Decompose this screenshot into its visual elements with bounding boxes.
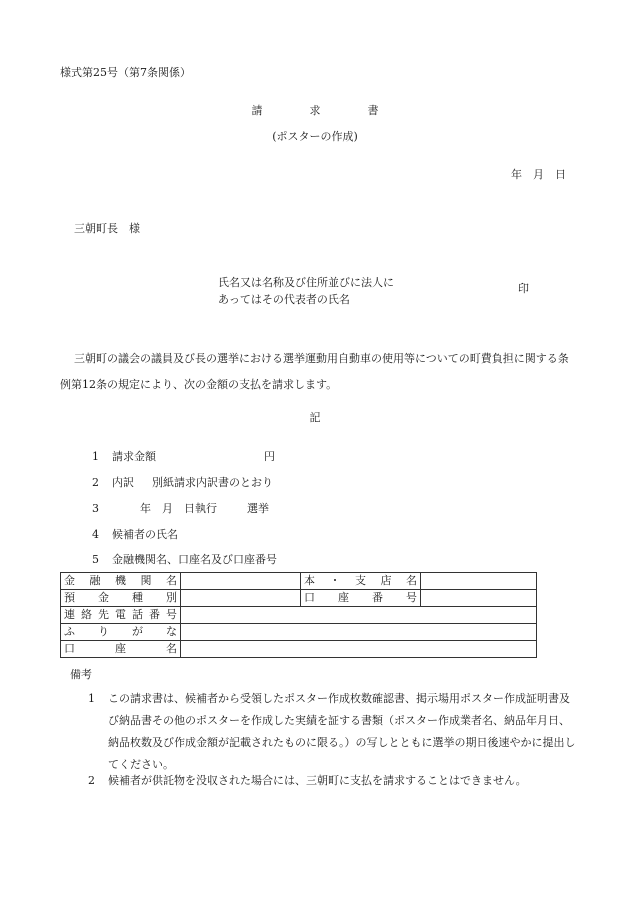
document-title: 請 求 書 xyxy=(251,104,397,117)
applicant-line-1: 氏名又は名称及び住所並びに法人に xyxy=(218,276,394,289)
bank-name-field[interactable] xyxy=(181,573,301,590)
deposit-type-label: 預金種別 xyxy=(61,590,181,607)
account-name-field[interactable] xyxy=(181,641,537,658)
table-row xyxy=(61,641,537,658)
remarks-heading: 備考 xyxy=(70,668,92,681)
item-suffix: 円 xyxy=(264,450,275,463)
form-number: 様式第25号（第7条関係） xyxy=(60,66,191,79)
remark-note-2 xyxy=(88,770,580,792)
item-label: 請求金額 xyxy=(112,450,156,463)
item-bank-info xyxy=(92,553,277,567)
branch-name-label: 本・支店名 xyxy=(301,573,421,590)
account-name-label: 口座名 xyxy=(61,641,181,658)
applicant-line-2: あってはその代表者の氏名 xyxy=(218,293,350,306)
item-suffix: 別紙請求内訳書のとおり xyxy=(152,476,273,489)
account-number-label: 口座番号 xyxy=(301,590,421,607)
body-text: 三朝町の議会の議員及び長の選挙における選挙運動用自動車の使用等についての町費負担に関する条例第12条の規定により、次の金額の支払を請求します。 xyxy=(60,352,569,391)
item-label: 金融機関名、口座名及び口座番号 xyxy=(112,553,277,566)
item-candidate-name xyxy=(92,528,178,542)
remark-note-1 xyxy=(88,688,580,776)
table-row xyxy=(61,624,537,641)
item-breakdown xyxy=(92,476,273,490)
furigana-label: ふりがな xyxy=(61,624,181,641)
addressee: 三朝町長 様 xyxy=(74,222,140,235)
item-label: 候補者の氏名 xyxy=(112,528,178,541)
phone-field[interactable] xyxy=(181,607,537,624)
item-number: 3 xyxy=(92,502,99,515)
phone-label: 連絡先電話番号 xyxy=(61,607,181,624)
table-row xyxy=(61,573,537,590)
item-number: 5 xyxy=(92,553,99,566)
note-number: 1 xyxy=(88,692,95,705)
note-text: 候補者が供託物を没収された場合には、三朝町に支払を請求することはできません。 xyxy=(108,774,527,787)
date-field: 年 月 日 xyxy=(511,168,566,181)
item-election xyxy=(92,502,269,516)
table-row xyxy=(61,590,537,607)
bank-account-table xyxy=(60,572,537,658)
document-subtitle: (ポスターの作成) xyxy=(272,130,358,143)
bank-name-label: 金融機関名 xyxy=(61,573,181,590)
note-text: この請求書は、候補者から受領したポスター作成枚数確認書、掲示場用ポスター作成証明書及び納品書その他のポスターを作成した実績を証する書類（ポスター作成業者名、納品年月日、納品枚数及び作成金額が記載されたものに限る。）の写しとともに選挙の期日後速やかに提出してください。 xyxy=(108,692,576,771)
item-number: 2 xyxy=(92,476,99,489)
seal-mark: 印 xyxy=(518,282,529,295)
item-claim-amount xyxy=(92,450,275,464)
note-number: 2 xyxy=(88,774,95,787)
ki-heading: 記 xyxy=(309,411,321,424)
item-number: 4 xyxy=(92,528,99,541)
furigana-field[interactable] xyxy=(181,624,537,641)
branch-name-field[interactable] xyxy=(421,573,537,590)
applicant-block xyxy=(218,274,394,308)
account-number-field[interactable] xyxy=(421,590,537,607)
deposit-type-field[interactable] xyxy=(181,590,301,607)
item-number: 1 xyxy=(92,450,99,463)
table-row xyxy=(61,607,537,624)
item-label: 内訳 xyxy=(112,476,134,489)
item-suffix: 選挙 xyxy=(247,502,269,515)
item-label: 年 月 日執行 xyxy=(140,502,217,515)
